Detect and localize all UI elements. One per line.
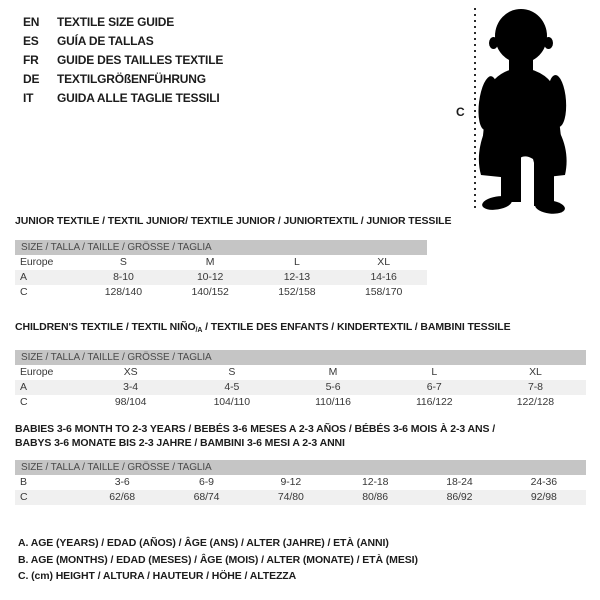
size-cell: S <box>228 365 236 378</box>
size-cell: 14-16 <box>370 270 397 283</box>
size-cell: L <box>431 365 438 378</box>
language-code: FR <box>23 53 39 67</box>
babies-textile-table <box>15 423 586 505</box>
size-cell: 104/110 <box>213 395 251 408</box>
table-title-subscript: /A <box>195 327 203 334</box>
language-label: GUIDE DES TAILLES TEXTILE <box>57 53 224 67</box>
note-line: C. (cm) HEIGHT / ALTURA / HAUTEUR / HÖHE / ALTEZZA <box>18 570 297 582</box>
size-cell: 158/170 <box>364 285 403 298</box>
size-header-bar: SIZE / TALLA / TAILLE / GRÖSSE / TAGLIA <box>15 240 427 255</box>
language-row <box>23 70 223 89</box>
size-cell: 152/158 <box>278 285 316 298</box>
legend-notes <box>18 535 418 585</box>
size-cell: 9-12 <box>280 476 302 488</box>
size-cell: 12-13 <box>283 270 311 283</box>
table-title: JUNIOR TEXTILE / TEXTIL JUNIOR/ TEXTILE JUNIOR / JUNIORTEXTIL / JUNIOR TESSILE <box>15 215 452 227</box>
size-cell: 92/98 <box>530 491 557 503</box>
size-header-bar: SIZE / TALLA / TAILLE / GRÖSSE / TAGLIA <box>15 350 586 365</box>
size-cell: 62/68 <box>109 491 136 503</box>
size-cell: L <box>294 255 300 268</box>
size-cell: 18-24 <box>446 476 473 488</box>
table-row <box>15 255 427 270</box>
size-cell: 74/80 <box>277 491 304 503</box>
row-label: Europe <box>20 365 54 378</box>
language-code: IT <box>23 91 34 105</box>
language-code: EN <box>23 15 40 29</box>
language-code: DE <box>23 72 40 86</box>
language-row <box>23 89 223 108</box>
size-cell: 116/122 <box>415 395 453 408</box>
table-row <box>15 490 586 505</box>
language-label: GUÍA DE TALLAS <box>57 34 154 48</box>
language-label: TEXTILGRÖßENFÜHRUNG <box>57 72 206 86</box>
size-cell: 98/104 <box>114 395 147 408</box>
table-rows <box>15 255 427 300</box>
row-label: A <box>20 380 27 393</box>
language-row <box>23 13 223 32</box>
size-cell: XL <box>529 365 542 378</box>
size-cell: 110/116 <box>315 395 351 408</box>
size-cell: 128/140 <box>104 285 142 298</box>
table-row <box>15 380 586 395</box>
language-label: GUIDA ALLE TAGLIE TESSILI <box>57 91 220 105</box>
size-cell: M <box>328 365 338 378</box>
size-cell: 8-10 <box>113 270 134 283</box>
size-cell: 3-4 <box>123 380 139 393</box>
table-title <box>15 321 586 338</box>
size-cell: 6-7 <box>426 380 442 393</box>
row-label: A <box>20 270 27 283</box>
table-rows <box>15 475 586 505</box>
size-cell: 10-12 <box>196 270 224 283</box>
size-cell: XL <box>377 255 390 268</box>
size-cell: 80/86 <box>362 491 389 503</box>
size-cell: 24-36 <box>530 476 557 488</box>
language-label: TEXTILE SIZE GUIDE <box>57 15 175 29</box>
baby-silhouette-icon <box>477 6 593 214</box>
size-cell: 140/152 <box>191 285 229 298</box>
size-cell: 3-6 <box>114 476 130 488</box>
table-row <box>15 365 586 380</box>
size-cell: 7-8 <box>527 380 543 393</box>
junior-textile-table <box>15 215 452 300</box>
language-row <box>23 32 223 51</box>
language-row <box>23 51 223 70</box>
note-line: B. AGE (MONTHS) / EDAD (MESES) / ÂGE (MOIS) / ALTER (MONATE) / ETÀ (MESI) <box>18 553 418 566</box>
table-title-main: CHILDREN'S TEXTILE / TEXTIL NIÑO <box>15 321 196 333</box>
table-title <box>15 423 586 450</box>
size-cell: 122/128 <box>516 395 555 408</box>
dotted-height-line <box>474 8 476 212</box>
size-cell: 5-6 <box>325 380 341 393</box>
table-title-rest: / TEXTILE DES ENFANTS / KINDERTEXTIL / BAMBINI TESSILE <box>202 321 511 333</box>
row-label: B <box>20 476 27 488</box>
table-rows <box>15 365 586 410</box>
table-row <box>15 475 586 490</box>
size-cell: XS <box>123 365 138 378</box>
row-label: Europe <box>20 255 54 268</box>
table-row <box>15 285 427 300</box>
size-cell: M <box>205 255 215 268</box>
size-cell: 12-18 <box>361 476 389 488</box>
language-title-list <box>23 13 223 108</box>
table-row <box>15 270 427 285</box>
height-reference-label: C <box>456 105 465 119</box>
row-label: C <box>20 395 28 408</box>
size-cell: S <box>119 255 127 268</box>
size-cell: 6-9 <box>199 476 214 488</box>
size-header-bar: SIZE / TALLA / TAILLE / GRÖSSE / TAGLIA <box>15 460 586 475</box>
size-cell: 86/92 <box>446 491 473 503</box>
table-title-line1: BABIES 3-6 MONTH TO 2-3 YEARS / BEBÉS 3-6 MESES A 2-3 AÑOS / BÉBÉS 3-6 MOIS À 2-3 ANS / <box>15 423 496 435</box>
note-line: A. AGE (YEARS) / EDAD (AÑOS) / ÂGE (ANS) / ALTER (JAHRE) / ETÀ (ANNI) <box>18 537 389 549</box>
size-cell: 68/74 <box>193 491 220 503</box>
table-title-line2: BABYS 3-6 MONATE BIS 2-3 JAHRE / BAMBINI 3-6 MESI A 2-3 ANNI <box>15 436 345 449</box>
size-cell: 4-5 <box>224 380 240 393</box>
language-code: ES <box>23 34 39 48</box>
row-label: C <box>20 491 28 503</box>
row-label: C <box>20 285 28 298</box>
childrens-textile-table <box>15 321 586 410</box>
table-row <box>15 395 586 410</box>
